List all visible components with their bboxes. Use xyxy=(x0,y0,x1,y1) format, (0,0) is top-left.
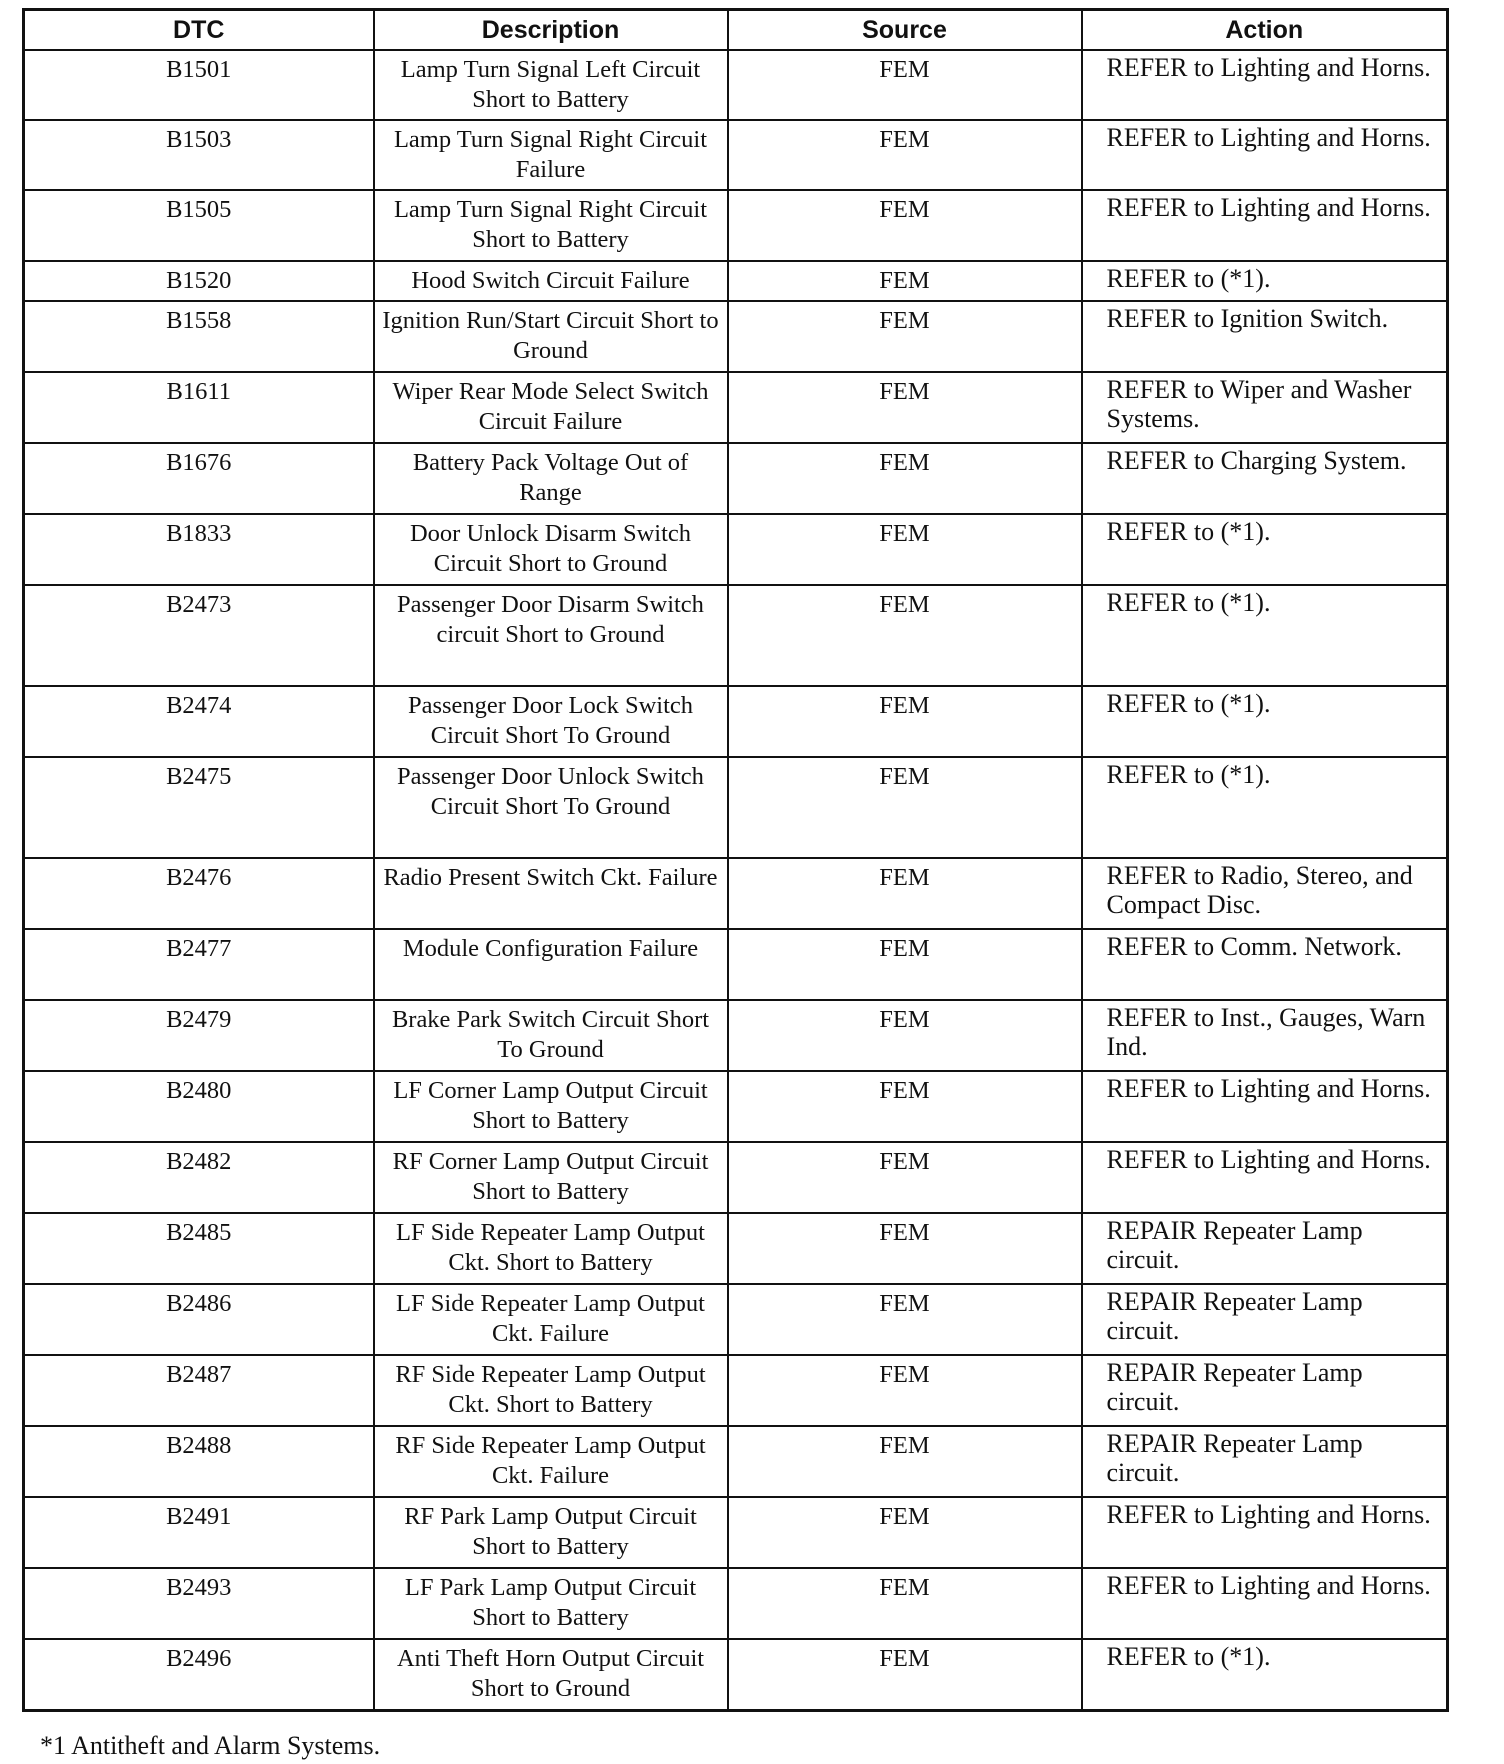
table-row xyxy=(24,1497,1448,1568)
header-row xyxy=(24,10,1448,51)
cell-dtc: B1501 xyxy=(24,50,374,120)
cell-dtc: B2477 xyxy=(24,929,374,1000)
dtc-table xyxy=(22,8,1449,1712)
table-row xyxy=(24,858,1448,929)
cell-description: Passenger Door Unlock Switch Circuit Short To Ground xyxy=(374,757,728,858)
cell-action: REFER to Inst., Gauges, Warn Ind. xyxy=(1082,1000,1448,1071)
cell-description: Brake Park Switch Circuit Short To Ground xyxy=(374,1000,728,1071)
table-row xyxy=(24,1426,1448,1497)
cell-dtc: B2475 xyxy=(24,757,374,858)
table-row xyxy=(24,1071,1448,1142)
cell-action: REFER to Lighting and Horns. xyxy=(1082,1497,1448,1568)
table-body xyxy=(24,50,1448,1710)
cell-description: Lamp Turn Signal Left Circuit Short to Battery xyxy=(374,50,728,120)
cell-source: FEM xyxy=(728,1284,1082,1355)
table-row xyxy=(24,1142,1448,1213)
cell-source: FEM xyxy=(728,261,1082,301)
cell-source: FEM xyxy=(728,1071,1082,1142)
cell-dtc: B2496 xyxy=(24,1639,374,1710)
cell-source: FEM xyxy=(728,120,1082,190)
cell-dtc: B1611 xyxy=(24,372,374,443)
cell-dtc: B1505 xyxy=(24,190,374,261)
cell-source: FEM xyxy=(728,585,1082,686)
table-row xyxy=(24,1000,1448,1071)
table-row xyxy=(24,686,1448,757)
cell-action: REFER to Lighting and Horns. xyxy=(1082,190,1448,261)
table-row xyxy=(24,261,1448,301)
table-row xyxy=(24,372,1448,443)
cell-dtc: B1676 xyxy=(24,443,374,514)
cell-description: Ignition Run/Start Circuit Short to Ground xyxy=(374,301,728,372)
cell-action: REFER to Lighting and Horns. xyxy=(1082,120,1448,190)
table-row xyxy=(24,514,1448,585)
cell-source: FEM xyxy=(728,372,1082,443)
footnote: *1 Antitheft and Alarm Systems. xyxy=(40,1731,381,1760)
cell-dtc: B2473 xyxy=(24,585,374,686)
cell-dtc: B1558 xyxy=(24,301,374,372)
cell-source: FEM xyxy=(728,1568,1082,1639)
table-row xyxy=(24,1568,1448,1639)
cell-dtc: B2486 xyxy=(24,1284,374,1355)
cell-source: FEM xyxy=(728,757,1082,858)
cell-description: Battery Pack Voltage Out of Range xyxy=(374,443,728,514)
cell-description: RF Park Lamp Output Circuit Short to Battery xyxy=(374,1497,728,1568)
cell-description: RF Corner Lamp Output Circuit Short to Battery xyxy=(374,1142,728,1213)
cell-dtc: B2493 xyxy=(24,1568,374,1639)
cell-dtc: B1833 xyxy=(24,514,374,585)
cell-dtc: B2474 xyxy=(24,686,374,757)
cell-dtc: B2476 xyxy=(24,858,374,929)
cell-source: FEM xyxy=(728,1142,1082,1213)
cell-description: Hood Switch Circuit Failure xyxy=(374,261,728,301)
cell-action: REPAIR Repeater Lamp circuit. xyxy=(1082,1426,1448,1497)
cell-description: LF Side Repeater Lamp Output Ckt. Short to Battery xyxy=(374,1213,728,1284)
cell-action: REFER to (*1). xyxy=(1082,757,1448,858)
table-row xyxy=(24,585,1448,686)
header-description: Description xyxy=(374,10,728,51)
table-row xyxy=(24,757,1448,858)
cell-description: RF Side Repeater Lamp Output Ckt. Short to Battery xyxy=(374,1355,728,1426)
cell-description: Passenger Door Lock Switch Circuit Short To Ground xyxy=(374,686,728,757)
cell-source: FEM xyxy=(728,1639,1082,1710)
table-row xyxy=(24,1213,1448,1284)
cell-source: FEM xyxy=(728,1355,1082,1426)
cell-action: REFER to Radio, Stereo, and Compact Disc. xyxy=(1082,858,1448,929)
cell-dtc: B1503 xyxy=(24,120,374,190)
header-dtc: DTC xyxy=(24,10,374,51)
cell-action: REPAIR Repeater Lamp circuit. xyxy=(1082,1284,1448,1355)
table-row xyxy=(24,50,1448,120)
cell-dtc: B1520 xyxy=(24,261,374,301)
cell-description: Wiper Rear Mode Select Switch Circuit Failure xyxy=(374,372,728,443)
cell-description: Anti Theft Horn Output Circuit Short to Ground xyxy=(374,1639,728,1710)
cell-dtc: B2491 xyxy=(24,1497,374,1568)
cell-description: LF Corner Lamp Output Circuit Short to Battery xyxy=(374,1071,728,1142)
cell-dtc: B2488 xyxy=(24,1426,374,1497)
cell-action: REFER to Ignition Switch. xyxy=(1082,301,1448,372)
cell-description: RF Side Repeater Lamp Output Ckt. Failure xyxy=(374,1426,728,1497)
cell-dtc: B2479 xyxy=(24,1000,374,1071)
cell-source: FEM xyxy=(728,1497,1082,1568)
table-row xyxy=(24,120,1448,190)
cell-description: LF Park Lamp Output Circuit Short to Battery xyxy=(374,1568,728,1639)
table-row xyxy=(24,1355,1448,1426)
table-row xyxy=(24,301,1448,372)
cell-source: FEM xyxy=(728,858,1082,929)
table-row xyxy=(24,929,1448,1000)
cell-dtc: B2480 xyxy=(24,1071,374,1142)
cell-source: FEM xyxy=(728,301,1082,372)
cell-source: FEM xyxy=(728,1213,1082,1284)
cell-action: REFER to (*1). xyxy=(1082,1639,1448,1710)
cell-action: REFER to Lighting and Horns. xyxy=(1082,1071,1448,1142)
cell-source: FEM xyxy=(728,50,1082,120)
table-row xyxy=(24,443,1448,514)
cell-dtc: B2485 xyxy=(24,1213,374,1284)
cell-source: FEM xyxy=(728,1426,1082,1497)
cell-action: REPAIR Repeater Lamp circuit. xyxy=(1082,1213,1448,1284)
cell-source: FEM xyxy=(728,1000,1082,1071)
cell-action: REFER to (*1). xyxy=(1082,261,1448,301)
table-row xyxy=(24,1284,1448,1355)
cell-source: FEM xyxy=(728,443,1082,514)
cell-description: Radio Present Switch Ckt. Failure xyxy=(374,858,728,929)
cell-source: FEM xyxy=(728,929,1082,1000)
cell-action: REFER to (*1). xyxy=(1082,514,1448,585)
cell-action: REFER to Comm. Network. xyxy=(1082,929,1448,1000)
cell-description: Lamp Turn Signal Right Circuit Short to Battery xyxy=(374,190,728,261)
cell-description: Passenger Door Disarm Switch circuit Short to Ground xyxy=(374,585,728,686)
cell-action: REFER to Lighting and Horns. xyxy=(1082,50,1448,120)
cell-action: REFER to Wiper and Washer Systems. xyxy=(1082,372,1448,443)
cell-source: FEM xyxy=(728,686,1082,757)
header-action: Action xyxy=(1082,10,1448,51)
cell-description: Door Unlock Disarm Switch Circuit Short to Ground xyxy=(374,514,728,585)
cell-dtc: B2487 xyxy=(24,1355,374,1426)
header-source: Source xyxy=(728,10,1082,51)
cell-action: REPAIR Repeater Lamp circuit. xyxy=(1082,1355,1448,1426)
cell-source: FEM xyxy=(728,514,1082,585)
cell-description: LF Side Repeater Lamp Output Ckt. Failure xyxy=(374,1284,728,1355)
cell-description: Module Configuration Failure xyxy=(374,929,728,1000)
cell-action: REFER to Lighting and Horns. xyxy=(1082,1142,1448,1213)
table-row xyxy=(24,190,1448,261)
cell-action: REFER to (*1). xyxy=(1082,585,1448,686)
cell-action: REFER to Charging System. xyxy=(1082,443,1448,514)
table-row xyxy=(24,1639,1448,1710)
cell-dtc: B2482 xyxy=(24,1142,374,1213)
cell-source: FEM xyxy=(728,190,1082,261)
cell-action: REFER to Lighting and Horns. xyxy=(1082,1568,1448,1639)
cell-action: REFER to (*1). xyxy=(1082,686,1448,757)
cell-description: Lamp Turn Signal Right Circuit Failure xyxy=(374,120,728,190)
